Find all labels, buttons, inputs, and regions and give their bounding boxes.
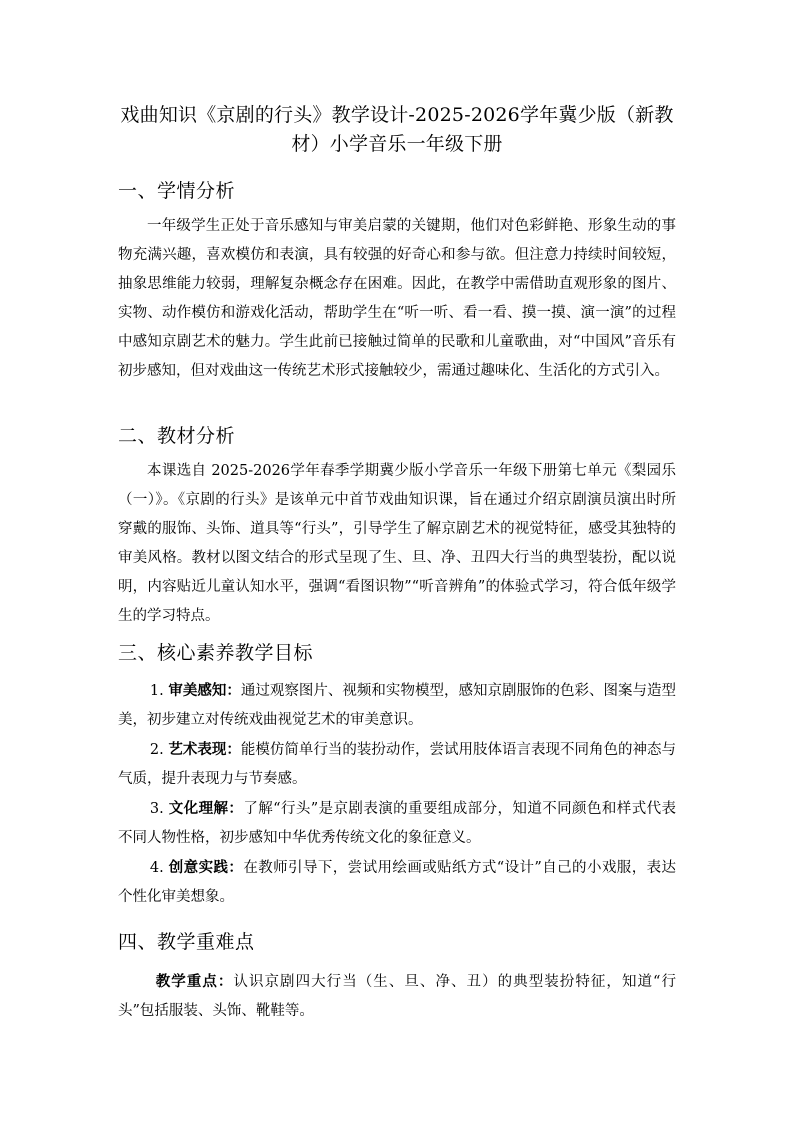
goal-label: 审美感知： — [168, 682, 241, 699]
textbook-analysis-paragraph: 本课选自 2025-2026学年春季学期冀少版小学音乐一年级下册第七单元《梨园乐（一）》。《京剧的行头》是该单元中首节戏曲知识课，旨在通过介绍京剧演员演出时所穿戴的服饰、头饰、道具等“行头”，引导学生了解京剧艺术的视觉特征，感受其独特的审美风格。教材以图文结合的形式呈现了生、旦、净、丑四大行当的典型装扮，配以说明，内容贴近儿童认知水平，强调“看图识物”“听音辨角”的体验式学习，符合低年级学生的学习特点。 — [118, 463, 676, 624]
section-heading-key-points: 四、教学重难点 — [118, 931, 255, 953]
section-heading-textbook-analysis: 二、教材分析 — [118, 425, 236, 447]
goal-label: 文化理解： — [168, 800, 244, 817]
goal-number: 4. — [149, 860, 164, 876]
section-heading-teaching-goals: 三、核心素养教学目标 — [118, 642, 314, 664]
goal-number: 3. — [149, 801, 164, 817]
learner-analysis-paragraph: 一年级学生正处于音乐感知与审美启蒙的关键期，他们对色彩鲜艳、形象生动的事物充满兴趣，喜欢模仿和表演，具有较强的好奇心和参与欲。但注意力持续时间较短，抽象思维能力较弱，理解复杂概念存在困难。因此，在教学中需借助直观形象的图片、实物、动作模仿和游戏化活动，帮助学生在“听一听、看一看、摸一摸、演一演”的过程中感知京剧艺术的魅力。学生此前已接触过简单的民歌和儿童歌曲，对“中国风”音乐有初步感知，但对戏曲这一传统艺术形式接触较少，需通过趣味化、生活化的方式引入。 — [118, 218, 676, 379]
goal-label: 艺术表现： — [168, 741, 241, 758]
teaching-focus-paragraph — [118, 967, 676, 1026]
goal-item-creative-practice — [118, 853, 676, 912]
document-title: 戏曲知识《京剧的行头》教学设计-2025-2026学年冀少版（新教材）小学音乐一年级下册 — [120, 104, 674, 155]
focus-text: 认识京剧四大行当（生、旦、净、丑）的典型装扮特征，知道“行头”包括服装、头饰、靴鞋等。 — [118, 974, 676, 1019]
goal-number: 2. — [149, 742, 164, 758]
goal-text: 能模仿简单行当的装扮动作，尝试用肢体语言表现不同角色的神态与气质，提升表现力与节奏感。 — [118, 742, 677, 787]
goal-number: 1. — [149, 683, 164, 699]
goal-item-artistic-expression — [118, 735, 676, 794]
goal-item-cultural-understanding — [118, 794, 676, 853]
goal-label: 创意实践： — [168, 859, 244, 876]
goal-text: 了解“行头”是京剧表演的重要组成部分，知道不同颜色和样式代表不同人物性格，初步感知中华优秀传统文化的象征意义。 — [118, 801, 677, 846]
focus-label: 教学重点： — [155, 973, 234, 990]
goal-text: 在教师引导下，尝试用绘画或贴纸方式“设计”自己的小戏服，表达个性化审美想象。 — [118, 860, 677, 905]
goal-item-aesthetic-perception — [118, 676, 676, 735]
section-heading-learner-analysis: 一、学情分析 — [118, 180, 236, 202]
goal-text: 通过观察图片、视频和实物模型，感知京剧服饰的色彩、图案与造型美，初步建立对传统戏曲视觉艺术的审美意识。 — [118, 683, 677, 728]
